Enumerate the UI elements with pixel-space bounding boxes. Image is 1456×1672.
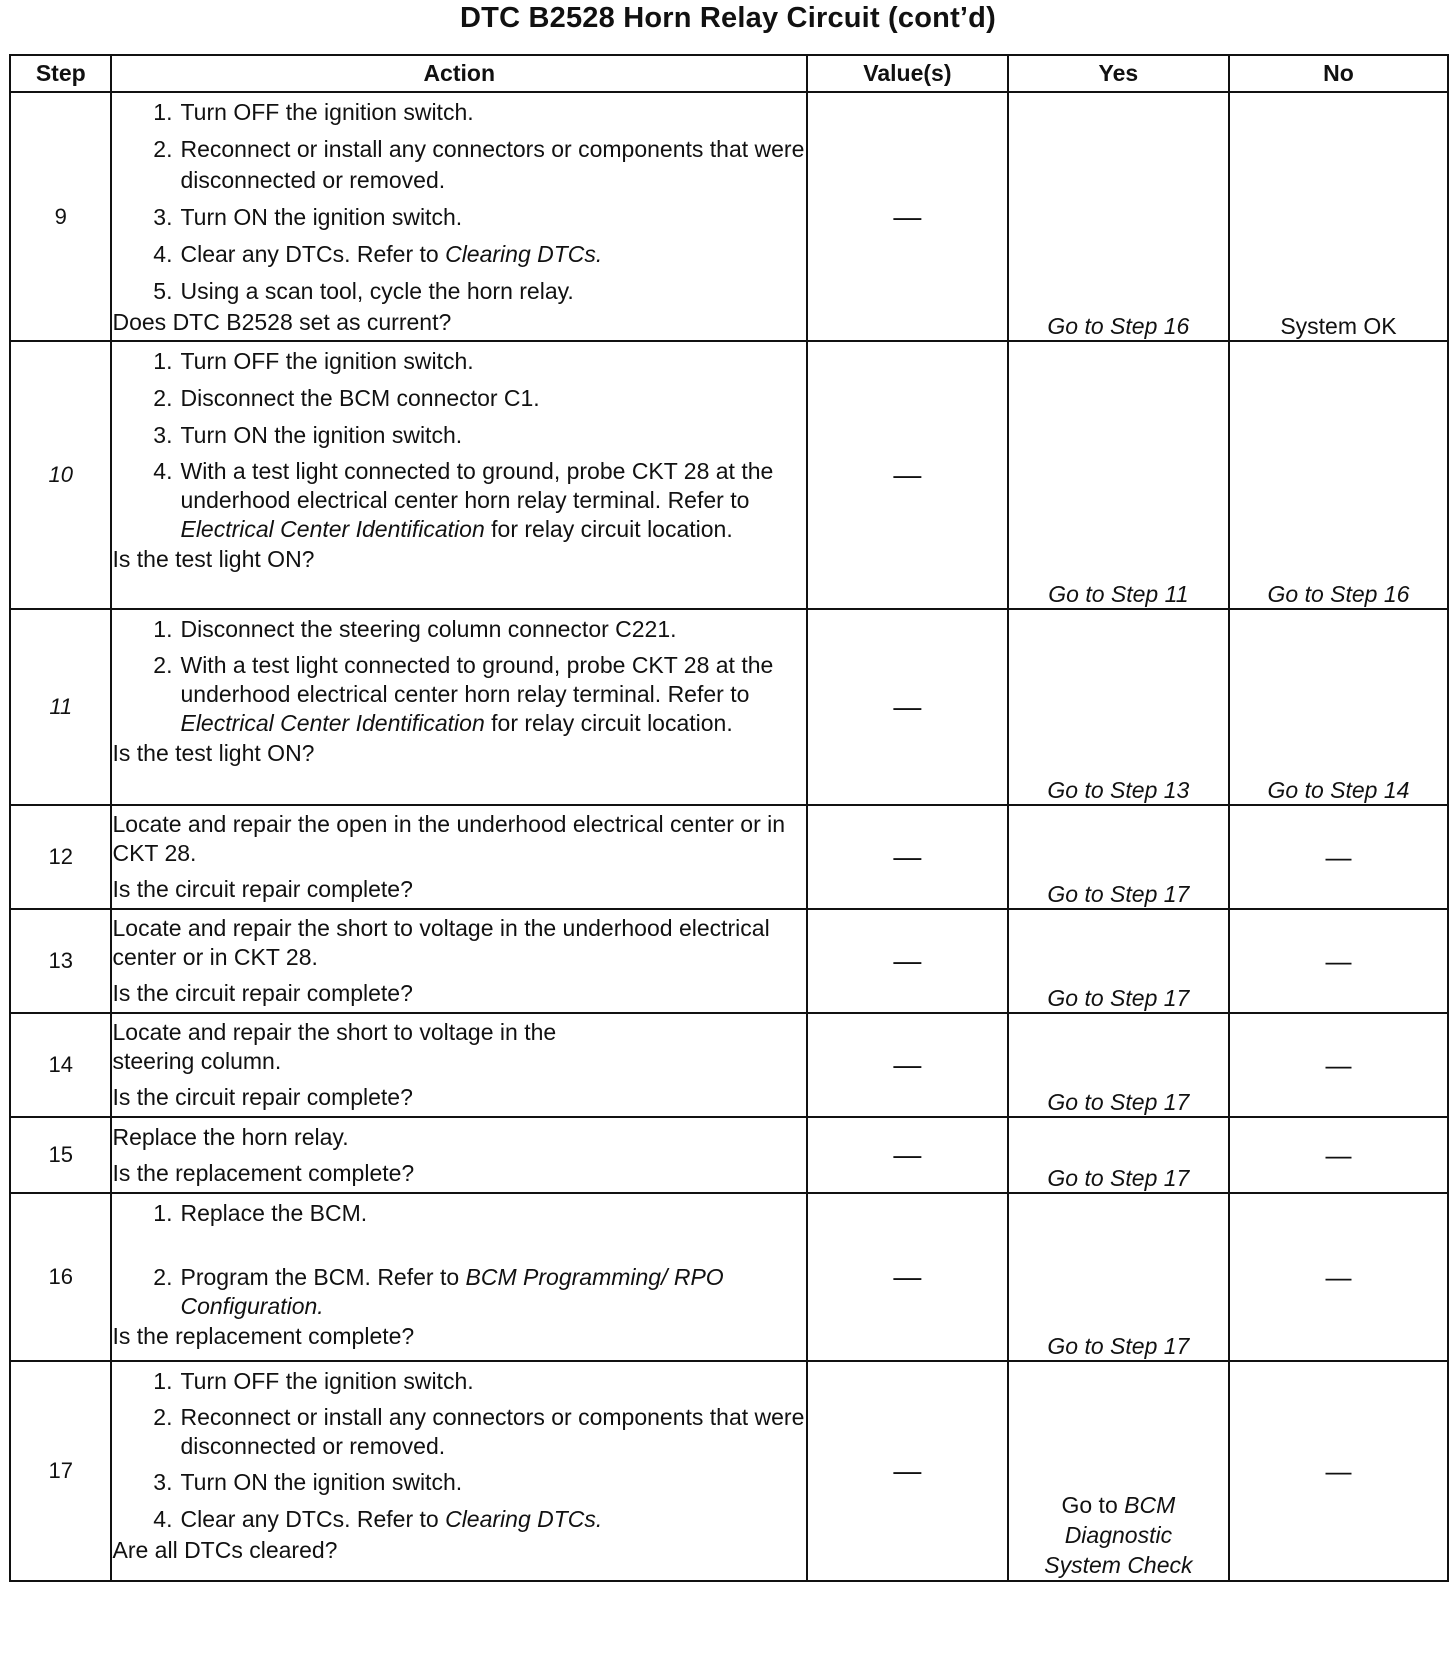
table-row [10,609,1448,805]
action-substep: Program the BCM. Refer to [180,1264,466,1290]
action-text: Locate and repair the short to voltage in the steering column. [112,1019,557,1074]
action-substep: With a test light connected to ground, probe CKT 28 at the underhood electrical center horn relay terminal. Refer to [180,652,774,707]
action-cell [111,909,806,1013]
action-question: Is the circuit repair complete? [112,980,413,1006]
action-substep: With a test light connected to ground, probe CKT 28 at the underhood electrical center horn relay terminal. Refer to [180,458,774,513]
value-cell: — [807,92,1008,341]
no-cell: Go to Step 14 [1229,609,1448,805]
action-cell: 1. Replace the BCM. 2. Program the BCM. Refer to BCM Programming/ RPO Configuration. Is the replacement complete? [111,1193,806,1361]
action-cell: 1. Turn OFF the ignition switch. 2. Reconnect or install any connectors or components that were disconnected or removed. 3. Turn ON the ignition switch. 4. Clear any DTCs. Refer to Clearing DTCs. 5. Using a scan tool, cycle the horn relay. Does DTC B2528 set as current? [111,92,806,341]
action-text: Replace the horn relay. [112,1124,349,1150]
yes-cell: Go to Step 17 [1008,909,1229,1013]
action-text: Locate and repair the open in the underhood electrical center or in CKT 28. [112,811,786,866]
step-number: 13 [10,909,111,1013]
action-substep: Using a scan tool, cycle the horn relay. [180,278,574,304]
header-step: Step [10,55,111,92]
step-number: 15 [10,1117,111,1193]
yes-cell: Go to Step 16 [1008,92,1229,341]
action-question: Is the replacement complete? [112,1160,415,1186]
action-substep: Disconnect the steering column connector C221. [180,616,677,642]
step-number: 16 [10,1193,111,1361]
table-row [10,1117,1448,1193]
header-values: Value(s) [807,55,1008,92]
yes-prefix: Go to [1061,1492,1125,1518]
action-question: Is the replacement complete? [112,1323,415,1349]
reference-link-text: Clearing DTCs. [445,1506,603,1532]
no-cell: — [1229,1013,1448,1117]
action-cell: 1. Turn OFF the ignition switch. 2. Disconnect the BCM connector C1. 3. Turn ON the ignition switch. 4. With a test light connected to ground, probe CKT 28 at the underhood electrical center horn relay terminal. Refer to Electrical Center Identification for relay circuit location. Is the test light ON? [111,341,806,609]
table-row [10,92,1448,341]
yes-cell: Go to Step 17 [1008,1193,1229,1361]
step-number: 14 [10,1013,111,1117]
diagnostic-table [9,54,1449,1582]
action-substep: Turn OFF the ignition switch. [180,1368,474,1394]
no-cell: — [1229,1193,1448,1361]
action-substep-cont: for relay circuit location. [484,516,733,542]
action-substep-cont: for relay circuit location. [484,710,733,736]
action-text: Locate and repair the short to voltage in the underhood electrical center or in CKT 28. [112,915,770,970]
reference-link-text: BCM Diagnostic System Check [1044,1492,1193,1578]
no-cell: System OK [1229,92,1448,341]
reference-link-text: Electrical Center Identification [180,516,485,542]
step-number: 10 [10,341,111,609]
reference-link-text: Electrical Center Identification [180,710,485,736]
action-substep: Replace the BCM. [180,1200,368,1226]
no-cell: Go to Step 16 [1229,341,1448,609]
step-number: 11 [10,609,111,805]
value-cell: — [807,1013,1008,1117]
action-substep: Turn OFF the ignition switch. [180,99,474,125]
table-row [10,805,1448,909]
yes-cell: Go to Step 17 [1008,1013,1229,1117]
value-cell: — [807,1193,1008,1361]
action-cell: 1. Turn OFF the ignition switch. 2. Reconnect or install any connectors or components that were disconnected or removed. 3. Turn ON the ignition switch. 4. Clear any DTCs. Refer to Clearing DTCs. Are all DTCs cleared? [111,1361,806,1581]
action-question: Is the circuit repair complete? [112,1084,413,1110]
yes-cell: Go to Step 11 [1008,341,1229,609]
action-question: Is the test light ON? [112,740,315,766]
step-number: 12 [10,805,111,909]
action-substep: Turn ON the ignition switch. [180,422,463,448]
action-question: Does DTC B2528 set as current? [112,309,452,335]
reference-link-text: Clearing DTCs. [445,241,603,267]
action-cell [111,1117,806,1193]
value-cell: — [807,609,1008,805]
action-substep: Disconnect the BCM connector C1. [180,385,540,411]
value-cell: — [807,1361,1008,1581]
action-substep: Reconnect or install any connectors or components that were disconnected or removed. [180,136,805,193]
yes-cell: Go to Step 17 [1008,1117,1229,1193]
table-row [10,1013,1448,1117]
action-cell [111,1013,806,1117]
table-header-row [10,55,1448,92]
table-row [10,1361,1448,1581]
action-substep: Clear any DTCs. Refer to [180,1506,446,1532]
header-yes: Yes [1008,55,1229,92]
action-substep: Turn ON the ignition switch. [180,204,463,230]
header-no: No [1229,55,1448,92]
action-question: Is the circuit repair complete? [112,876,413,902]
yes-cell: Go to Step 13 [1008,609,1229,805]
value-cell: — [807,341,1008,609]
action-cell: 1. Disconnect the steering column connector C221. 2. With a test light connected to ground, probe CKT 28 at the underhood electrical center horn relay terminal. Refer to Electrical Center Identification for relay circuit location. Is the test light ON? [111,609,806,805]
action-substep: Reconnect or install any connectors or components that were disconnected or removed. [180,1404,805,1459]
action-cell [111,805,806,909]
action-question: Are all DTCs cleared? [112,1537,338,1563]
table-row [10,909,1448,1013]
yes-cell: Go to Step 17 [1008,805,1229,909]
no-cell: — [1229,1117,1448,1193]
value-cell: — [807,909,1008,1013]
table-row [10,1193,1448,1361]
value-cell: — [807,1117,1008,1193]
page-title: DTC B2528 Horn Relay Circuit (cont’d) [460,2,996,34]
no-cell: — [1229,805,1448,909]
step-number: 17 [10,1361,111,1581]
action-substep: Turn ON the ignition switch. [180,1469,463,1495]
header-action: Action [111,55,806,92]
action-question: Is the test light ON? [112,546,315,572]
reference-link-text: BCM Programming/ RPO Configuration. [180,1264,724,1319]
step-number: 9 [10,92,111,341]
table-row [10,341,1448,609]
action-substep: Turn OFF the ignition switch. [180,348,474,374]
yes-cell [1008,1361,1229,1581]
no-cell: — [1229,909,1448,1013]
value-cell: — [807,805,1008,909]
no-cell: — [1229,1361,1448,1581]
action-substep: Clear any DTCs. Refer to [180,241,446,267]
